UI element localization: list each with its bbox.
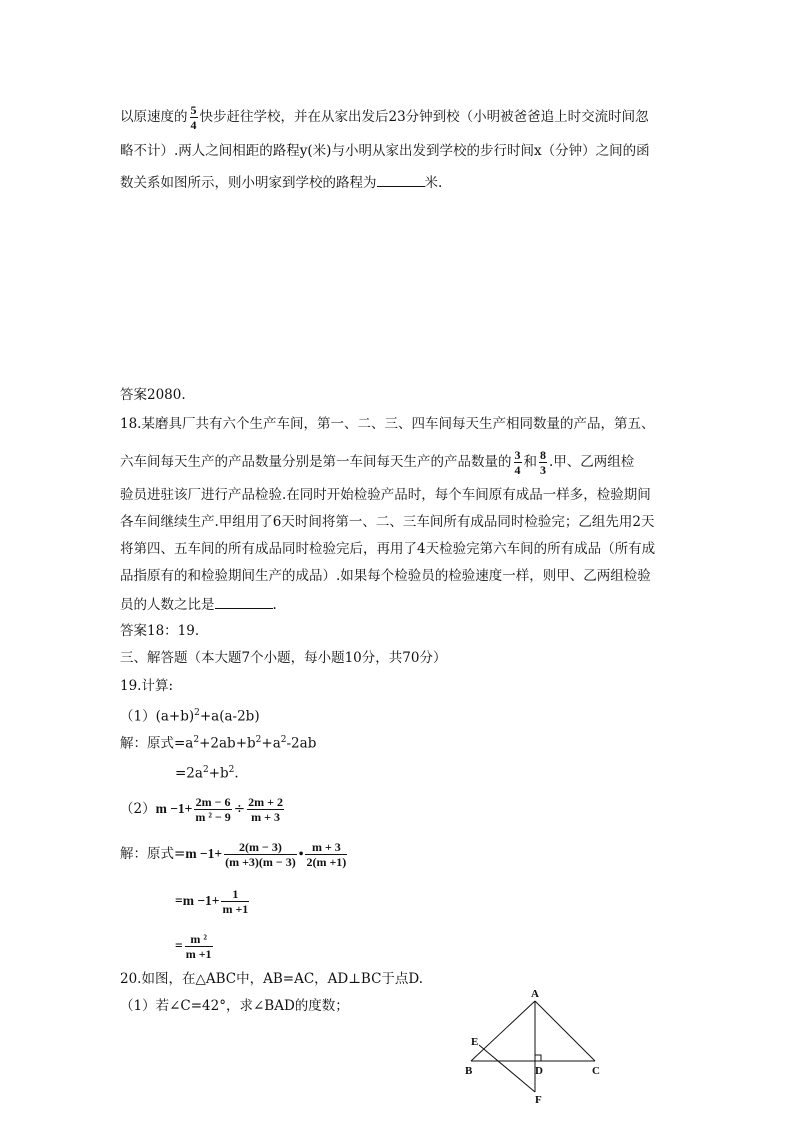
q19-part-2-expr: m −1+ — [155, 801, 193, 816]
q19-step2-eq: = — [175, 893, 183, 908]
q19-part-1 — [120, 704, 260, 726]
q19-sol2-f2-num: m + 3 — [311, 840, 341, 854]
q18-answer-blank — [215, 594, 273, 609]
q19-part-1-rest: +a(a-2b) — [199, 708, 260, 725]
q19-step3-f-num: m ² — [190, 932, 207, 946]
q18-answer: 答案18：19. — [120, 623, 200, 639]
label-b: B — [465, 1065, 473, 1077]
q18-line-5: 将第四、五车间的所有成品同时检验完后，再用了4天检验完第六车间的所有成品（所有成 — [120, 541, 656, 557]
q19-title: 19.计算: — [120, 678, 174, 694]
q19-sol2-mul: • — [298, 846, 304, 861]
q19-solution-1-result — [175, 761, 239, 783]
q19-step2-frac — [221, 888, 249, 915]
q19-part-2-label: （2） — [120, 801, 156, 817]
q19-sol1-sup-1: 2 — [193, 735, 200, 745]
q19-sol2-label: 解：原式= — [120, 846, 186, 862]
q17-answer: 答案2080. — [120, 387, 186, 403]
label-e: E — [471, 1036, 479, 1048]
q19-step3-f-den: m +1 — [185, 947, 212, 961]
q18-fraction-1 — [514, 449, 522, 476]
q18-line-7 — [120, 594, 277, 614]
q19-part-2-frac-2 — [247, 796, 284, 823]
q17-line-1-pre: 以原速度的 — [120, 109, 188, 125]
q19-sol2-frac-2 — [305, 841, 347, 868]
q19-solution-2 — [120, 841, 349, 868]
label-d: D — [535, 1065, 543, 1077]
q19-step2-pre: m −1+ — [182, 893, 220, 908]
q19-sol1-sup-2: 2 — [255, 735, 262, 745]
q17-line-2: 略不计）.两人之间相距的路程y(米)与小明从家出发到学校的步行时间x（分钟）之间的函 — [120, 143, 650, 159]
q18-fraction-2 — [539, 449, 547, 476]
q19-solution-2-step-3 — [175, 933, 215, 960]
q17-fraction — [190, 104, 198, 131]
q18-fraction-2-num: 8 — [540, 448, 546, 462]
q18-line-4: 各车间继续生产.甲组用了6天时间将第一、二、三车间所有成品同时检验完；乙组先用2天 — [120, 514, 655, 530]
q19-sol1-mid-1: +2ab+b — [199, 735, 256, 752]
q19-sol2-f1-num: 2(m − 3) — [238, 840, 282, 854]
q18-line-6: 品指原有的和检验期间生产的成品）.如果每个检验员的检验速度一样，则甲、乙两组检验 — [120, 568, 651, 584]
q19-sol1-end: -2ab — [286, 735, 317, 752]
q18-fraction-1-den: 4 — [514, 463, 521, 477]
label-f: F — [535, 1094, 542, 1105]
q19-step3-eq: = — [175, 938, 183, 953]
q17-line-3-post: 米. — [424, 175, 443, 191]
segment-ab — [471, 1001, 535, 1061]
q19-sol1-result-end: . — [234, 765, 239, 782]
q19-p2-f2-num: 2m + 2 — [248, 795, 283, 809]
q19-sol1-result-mid: +b — [208, 765, 229, 782]
q19-step2-f-num: 1 — [232, 887, 239, 901]
q18-line-2-post: .甲、乙两组检 — [549, 454, 635, 470]
q19-sol2-f2-den: 2(m +1) — [306, 855, 347, 869]
q18-line-2-mid: 和 — [523, 454, 537, 470]
label-a: A — [531, 988, 539, 1000]
q19-solution-1 — [120, 731, 316, 753]
q19-p2-f1-num: 2m − 6 — [195, 795, 231, 809]
q19-sol1-result-sup-2: 2 — [228, 765, 235, 775]
q17-line-3-pre: 数关系如图所示，则小明家到学校的路程为 — [120, 175, 377, 191]
q18-line-1: 18.某磨具厂共有六个生产车间，第一、二、三、四车间每天生产相同数量的产品，第五、 — [120, 416, 655, 432]
label-c: C — [592, 1065, 600, 1077]
q19-step3-frac — [185, 933, 213, 960]
q19-p2-f2-den: m + 3 — [247, 809, 284, 823]
segment-ef — [479, 1045, 535, 1092]
q19-sol1-label: 解：原式=a — [120, 735, 194, 752]
q17-fraction-den: 4 — [190, 118, 197, 132]
section-3-heading: 三、解答题（本大题7个小题，每小题10分，共70分） — [120, 650, 447, 666]
q19-part-2-div: ÷ — [233, 801, 246, 817]
q17-answer-blank — [377, 172, 425, 187]
q20-part-1: （1）若∠C=42°，求∠BAD的度数； — [120, 998, 349, 1014]
q19-part-2 — [120, 796, 286, 823]
q18-line-7-post: . — [272, 597, 277, 613]
q19-sol1-result-pre: =2a — [175, 765, 203, 782]
q19-sol2-frac-1 — [224, 841, 297, 868]
q19-p2-f1-den: m ² − 9 — [195, 810, 231, 824]
q20-title: 20.如图，在△ABC中，AB=AC，AD⊥BC于点D. — [120, 971, 424, 987]
q19-solution-2-step-2 — [175, 888, 251, 915]
q17-line-3 — [120, 172, 442, 192]
q19-step2-f-den: m +1 — [222, 902, 249, 916]
q19-part-1-sup: 2 — [194, 708, 200, 718]
q18-fraction-2-den: 3 — [540, 463, 546, 477]
q19-part-2-frac-1 — [194, 796, 231, 823]
q18-line-3: 验员进驻该厂进行产品检验.在同时开始检验产品时，每个车间原有成品一样多，检验期间 — [120, 487, 651, 503]
q19-sol2-pre: m −1+ — [185, 846, 223, 861]
q19-part-1-label: （1）(a+b) — [120, 708, 195, 725]
q19-sol2-f1-den: (m +3)(m − 3) — [225, 855, 296, 869]
q17-fraction-num: 5 — [190, 103, 197, 117]
right-angle-mark — [535, 1055, 541, 1061]
q19-sol1-sup-3: 2 — [280, 735, 287, 745]
segment-ac — [535, 1001, 595, 1061]
q18-line-7-pre: 员的人数之比是 — [120, 597, 215, 613]
q18-line-2-pre: 六车间每天生产的产品数量分别是第一车间每天生产的产品数量的 — [120, 454, 512, 470]
q17-line-1-post: 快步赶往学校，并在从家出发后23分钟到校（小明被爸爸追上时交流时间忽 — [199, 109, 649, 125]
q19-sol1-result-sup-1: 2 — [202, 765, 209, 775]
q19-sol1-mid-2: +a — [261, 735, 281, 752]
q18-fraction-1-num: 3 — [514, 448, 521, 462]
triangle-figure — [455, 985, 615, 1105]
q17-line-1 — [120, 104, 649, 131]
q18-line-2 — [120, 449, 634, 476]
